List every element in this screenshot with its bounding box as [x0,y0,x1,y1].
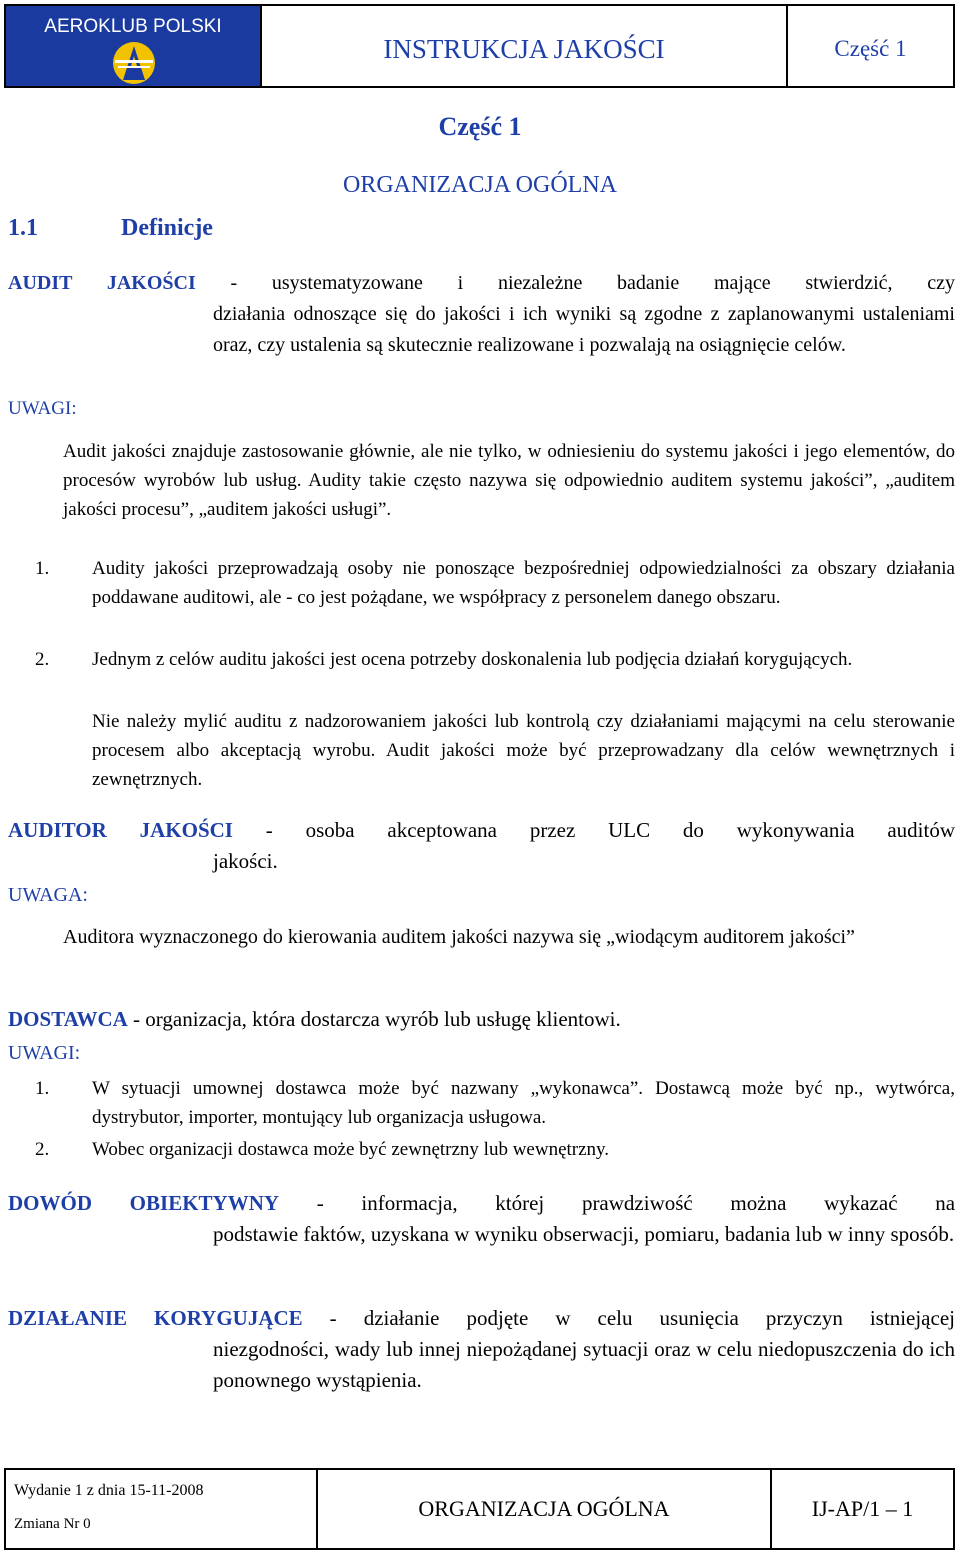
part-heading: Część 1 [438,112,522,141]
header-title-cell [262,6,788,86]
manual-title: INSTRUKCJA JAKOŚCI [383,34,665,64]
supplier-term: DOSTAWCA [8,1007,128,1031]
supplier-note-2: Wobec organizacji dostawca może być zewnętrzny lub wewnętrzny. [92,1139,610,1160]
evidence-definition-line: DOWÓD OBIEKTYWNY - informacja, której prawdziwość można wykazać na [8,1191,956,1215]
section-subtitle: ORGANIZACJA OGÓLNA [343,172,617,198]
footer-edition-cell [6,1470,318,1548]
supplier-definition-line: DOSTAWCA - organizacja, która dostarcza wyrób lub usługę klientowi. [8,1007,621,1031]
section-number: 1.1 [8,215,38,241]
audit-definition-line: AUDIT JAKOŚCI - usystematyzowane i niezależne badanie mające stwierdzić, czy [8,272,955,294]
footer-change: Zmiana Nr 0 [14,1516,91,1532]
supplier-def: organizacja, która dostarcza wyrób lub usługę klientowi. [145,1007,621,1031]
auditor-note: Auditora wyznaczonego do kierowania auditem jakości nazywa się „wiodącym auditorem jakości” [63,926,855,948]
footer-section-cell [318,1470,772,1548]
evidence-definition-rest: podstawie faktów, uzyskana w wyniku obserwacji, pomiaru, badania lub w inny sposób. [213,1222,955,1246]
audit-note-num-2: 2. [35,649,50,670]
supplier-note-1: W sytuacji umownej dostawca może być nazwany „wykonawca”. Dostawcą może być np., wytwórca, dystrybutor, importer, montujący lub organizacja usługowa. [92,1078,955,1128]
footer-section: ORGANIZACJA OGÓLNA [418,1496,670,1521]
page-footer [4,1468,955,1550]
section-title: Definicje [121,215,213,241]
evidence-def-start: informacja, której prawdziwość można wykazać na [361,1191,956,1215]
aeroklub-logo-icon [109,40,159,86]
corrective-term: DZIAŁANIE KORYGUJĄCE [8,1306,303,1330]
audit-term: AUDIT JAKOŚCI [8,272,196,294]
footer-page-code: IJ-AP/1 – 1 [811,1496,914,1521]
header-part-cell [788,6,953,86]
header-part: Część 1 [834,36,907,61]
footer-edition: Wydanie 1 z dnia 15-11-2008 [14,1482,204,1499]
audit-notes-label: UWAGI: [8,398,77,419]
corrective-definition-line: DZIAŁANIE KORYGUJĄCE - działanie podjęte w celu usunięcia przyczyn istniejącej [8,1306,955,1330]
audit-note-extra: Nie należy mylić auditu z nadzorowaniem jakości lub kontrolą czy działaniami mającymi na celu sterowanie procesem albo akceptacją wyrobu. Audit jakości może być przeprowadzany dla celów wewnętrznych i zewnętrznych. [92,711,955,790]
auditor-term: AUDITOR JAKOŚCI [8,818,233,842]
evidence-term: DOWÓD OBIEKTYWNY [8,1191,280,1215]
audit-note-2: Jednym z celów auditu jakości jest ocena potrzeby doskonalenia lub podjęcia działań korygujących. [92,649,853,670]
auditor-definition-line: AUDITOR JAKOŚCI - osoba akceptowana przez ULC do wykonywania auditów [8,818,955,842]
corrective-definition-rest: niezgodności, wady lub innej niepożądanej sytuacji oraz w celu niedopuszczenia do ich ponownego wystąpienia. [213,1337,955,1392]
header-logo-cell [6,6,262,86]
corrective-def-start: działanie podjęte w celu usunięcia przyczyn istniejącej [363,1306,955,1330]
audit-note-1: Audity jakości przeprowadzają osoby nie ponoszące bezpośredniej odpowiedzialności za obszary działania poddawane auditowi, ale - co jest pożądane, we współpracy z personelem danego obszaru. [92,558,955,608]
page-header [4,4,955,88]
footer-page-cell [772,1470,953,1548]
org-name: AEROKLUB POLSKI [44,16,222,37]
audit-def-start: usystematyzowane i niezależne badanie mające stwierdzić, czy [271,272,955,294]
auditor-definition-rest: jakości. [213,849,278,873]
supplier-note-num-1: 1. [35,1078,50,1099]
audit-note-num-1: 1. [35,558,50,579]
audit-definition-rest: działania odnoszące się do jakości i ich wyniki są zgodne z zaplanowanymi ustaleniami oraz, czy ustalenia są skutecznie realizowane i pozwalają na osiągnięcie celów. [213,303,955,356]
audit-note-intro: Audit jakości znajduje zastosowanie głównie, ale nie tylko, w odniesieniu do systemu jakości i jego elementów, do procesów wyrobów lub usług. Audity takie często nazywa się odpowiednio auditem systemu jakości”, „auditem jakości procesu”, „auditem jakości usługi”. [63,441,955,520]
auditor-def-start: osoba akceptowana przez ULC do wykonywania auditów [305,818,955,842]
supplier-notes-label: UWAGI: [8,1042,81,1064]
auditor-note-label: UWAGA: [8,884,88,906]
supplier-note-num-2: 2. [35,1139,50,1160]
